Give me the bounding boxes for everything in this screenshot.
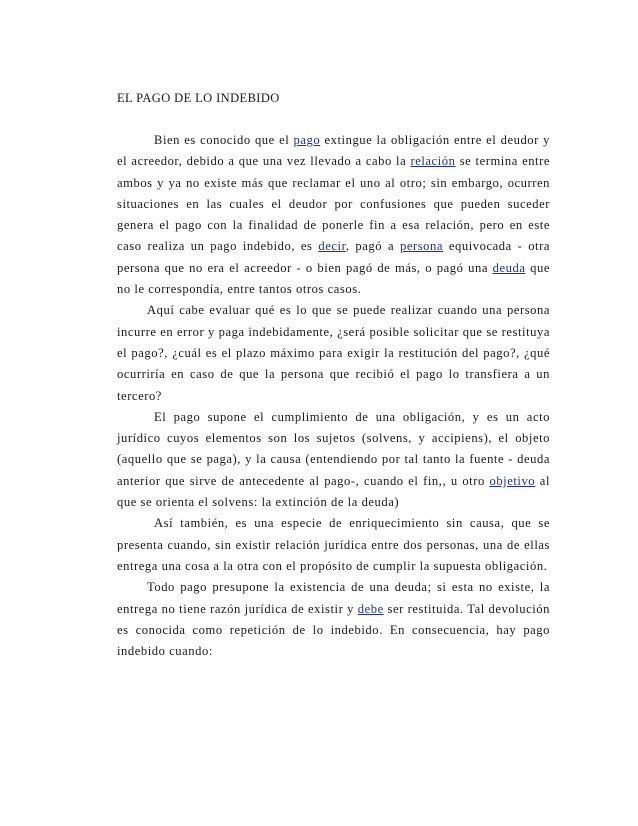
- paragraph-text: Bien es conocido que el: [154, 133, 294, 147]
- paragraph-text: se termina entre ambos y ya no existe más que reclamar el uno al otro; sin embargo, ocurren situaciones en las cuales el deudor por confusiones que pueden suceder genera el pago con la finalidad de ponerle fin a esa relación, pero en este caso realiza un pago indebido, es: [117, 154, 550, 254]
- paragraph-text: ser restituida. Tal devolución es conocida como repetición de lo indebido. En consecuencia, hay pago indebido cuando:: [117, 601, 550, 659]
- paragraph: [117, 300, 550, 406]
- paragraph-text: al que se orienta el solvens: la extinción de la deuda): [117, 473, 550, 510]
- hyperlink-relación[interactable]: relación: [410, 154, 456, 169]
- hyperlink-debe[interactable]: debe: [357, 601, 384, 616]
- hyperlink-objetivo[interactable]: objetivo: [489, 473, 536, 488]
- document-body: [117, 130, 550, 662]
- paragraph: [117, 577, 550, 662]
- paragraph-text: Todo pago presupone la existencia de una deuda; si esta no existe, la entrega no tiene razón jurídica de existir y: [117, 580, 550, 616]
- paragraph-text: extingue la obligación entre el deudor y el acreedor, debido a que una vez llevado a cabo la: [117, 133, 551, 169]
- document-page: [117, 88, 550, 662]
- paragraph-text: , pagó a: [345, 239, 400, 254]
- paragraph: [117, 513, 550, 577]
- hyperlink-deuda[interactable]: deuda: [492, 260, 526, 275]
- paragraph: [117, 130, 550, 300]
- hyperlink-pago[interactable]: pago: [293, 133, 321, 147]
- paragraph: [117, 407, 550, 513]
- hyperlink-decir[interactable]: decir: [318, 239, 346, 254]
- paragraph-text: Así también, es una especie de enriquecimiento sin causa, que se presenta cuando, sin existir relación jurídica entre dos personas, una de ellas entrega una cosa a la otra con el propósito de cumplir la supuesta obligación.: [117, 516, 550, 573]
- paragraph-text: equivocada - otra persona que no era el acreedor - o bien pagó de más, o pagó una: [117, 239, 550, 275]
- hyperlink-persona[interactable]: persona: [399, 239, 443, 254]
- paragraph-text: Aquí cabe evaluar qué es lo que se puede realizar cuando una persona incurre en error y paga indebidamente, ¿será posible solicitar que se restituya el pago?, ¿cuál es el plazo máximo para exigir la restitución del pago?, ¿qué ocurriría en caso de que la persona que recibió el pago lo transfiera a un tercero?: [117, 303, 550, 403]
- paragraph-text: que no le correspondía, entre tantos otros casos.: [117, 260, 550, 297]
- document-title: EL PAGO DE LO INDEBIDO: [117, 91, 280, 105]
- paragraph-text: El pago supone el cumplimiento de una obligación, y es un acto jurídico cuyos elementos son los sujetos (solvens, y accipiens), el objeto (aquello que se paga), y la causa (entendiendo por tal tanto la fuente - deuda anterior que sirve de antecedente al pago-, cuando el fin,, u otro: [117, 409, 550, 488]
